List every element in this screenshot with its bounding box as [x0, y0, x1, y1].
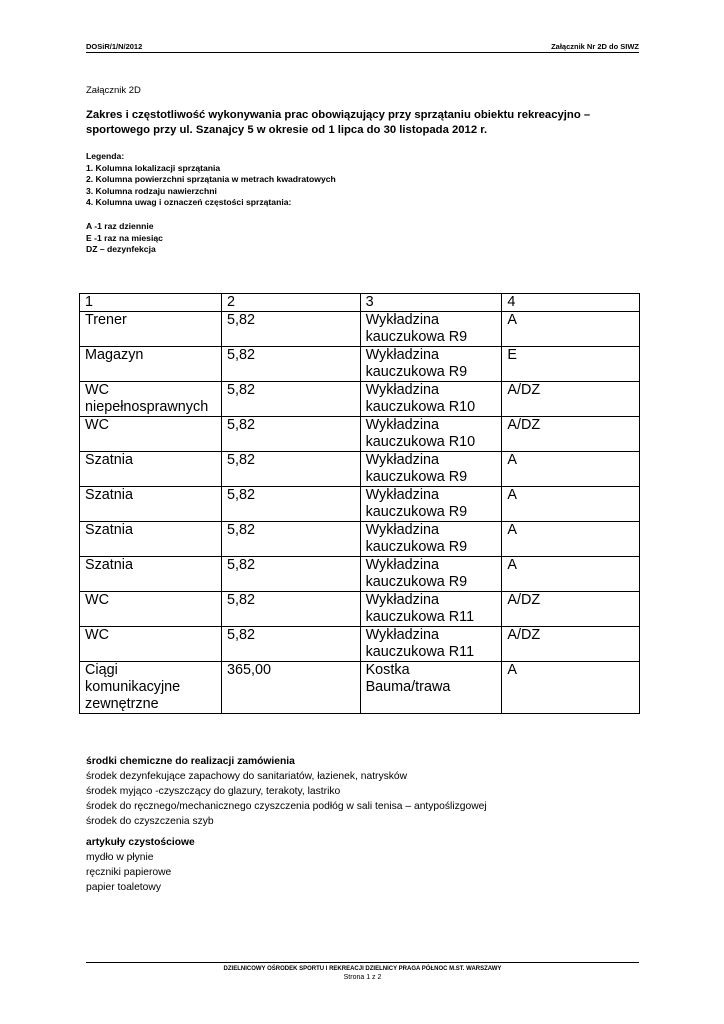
table-cell: Wykładzina kauczukowa R11	[360, 592, 502, 627]
frequency-code: A -1 raz dziennie	[86, 221, 154, 231]
table-cell: Szatnia	[80, 487, 222, 522]
table-cell: A	[502, 487, 640, 522]
chemical-item: środek do ręcznego/mechanicznego czyszczenia podłóg w sali tenisa – antypoślizgowej	[86, 801, 487, 812]
table-cell: A/DZ	[502, 382, 640, 417]
table-cell: A	[502, 662, 640, 714]
table-cell: WC	[80, 627, 222, 662]
supply-item: mydło w płynie	[86, 852, 154, 863]
table-cell: 365,00	[221, 662, 360, 714]
page-footer	[86, 962, 639, 981]
table-cell: WC niepełnosprawnych	[80, 382, 222, 417]
legend-item: 4. Kolumna uwag i oznaczeń częstości sprzątania:	[86, 197, 292, 208]
table-cell: Wykładzina kauczukowa R11	[360, 627, 502, 662]
legend-item: 3. Kolumna rodzaju nawierzchni	[86, 185, 217, 196]
table-row	[80, 347, 640, 382]
frequency-code: E -1 raz na miesiąc	[86, 232, 163, 243]
legend-item: 1. Kolumna lokalizacji sprzątania	[86, 162, 221, 173]
column-header: 2	[221, 294, 360, 312]
table-row	[80, 592, 640, 627]
table-cell: Wykładzina kauczukowa R10	[360, 382, 502, 417]
frequency-codes	[86, 221, 163, 256]
legend	[86, 151, 336, 209]
table-cell: 5,82	[221, 417, 360, 452]
chemicals-heading: środki chemiczne do realizacji zamówienia	[86, 756, 295, 767]
institution-name: DZIELNICOWY OŚRODEK SPORTU I REKREACJI DZIELNICY PRAGA PÓŁNOC M.ST. WARSZAWY	[223, 966, 502, 972]
supply-item: papier toaletowy	[86, 882, 161, 893]
table-cell: A/DZ	[502, 627, 640, 662]
table-cell: Wykładzina kauczukowa R10	[360, 417, 502, 452]
table-cell: Wykładzina kauczukowa R9	[360, 522, 502, 557]
table-cell: A	[502, 557, 640, 592]
table-cell: A	[502, 452, 640, 487]
table-cell: Ciągi komunikacyjne zewnętrzne	[80, 662, 222, 714]
table-row	[80, 452, 640, 487]
table-cell: 5,82	[221, 557, 360, 592]
table-row	[80, 382, 640, 417]
table-cell: WC	[80, 592, 222, 627]
table-cell: 5,82	[221, 487, 360, 522]
chemical-item: środek do czyszczenia szyb	[86, 816, 214, 827]
table-cell: Wykładzina kauczukowa R9	[360, 557, 502, 592]
table-header-row	[80, 294, 640, 312]
table-cell: Kostka Bauma/trawa	[360, 662, 502, 714]
table-cell: Szatnia	[80, 452, 222, 487]
table-cell: 5,82	[221, 382, 360, 417]
column-header: 1	[80, 294, 222, 312]
cleaning-schedule-table	[79, 293, 640, 714]
chemical-item: środek dezynfekujące zapachowy do sanitariatów, łazienek, natrysków	[86, 771, 408, 782]
table-cell: 5,82	[221, 347, 360, 382]
table-row	[80, 487, 640, 522]
table-cell: 5,82	[221, 522, 360, 557]
table-row	[80, 312, 640, 347]
document-title: Zakres i częstotliwość wykonywania prac obowiązujący przy sprzątaniu obiektu rekreacyjno – sportowego przy ul. Szanajcy 5 w okresie od 1 lipca do 30 listopada 2012 r.	[86, 109, 591, 136]
table-cell: A/DZ	[502, 417, 640, 452]
table-cell: A	[502, 312, 640, 347]
table-cell: Szatnia	[80, 557, 222, 592]
table-cell: Wykładzina kauczukowa R9	[360, 347, 502, 382]
table-cell: 5,82	[221, 592, 360, 627]
supplies-heading: artykuły czystościowe	[86, 837, 195, 848]
table-cell: 5,82	[221, 627, 360, 662]
page-number: Strona 1 z 2	[343, 974, 382, 981]
table-cell: A	[502, 522, 640, 557]
legend-heading: Legenda:	[86, 151, 125, 161]
frequency-code: DZ – dezynfekcja	[86, 244, 156, 255]
table-cell: E	[502, 347, 640, 382]
table-row	[80, 557, 640, 592]
table-cell: 5,82	[221, 312, 360, 347]
page-header	[86, 41, 639, 53]
table-cell: Szatnia	[80, 522, 222, 557]
table-cell: Wykładzina kauczukowa R9	[360, 312, 502, 347]
table-cell: WC	[80, 417, 222, 452]
column-header: 3	[360, 294, 502, 312]
supply-item: ręczniki papierowe	[86, 867, 172, 878]
chemical-item: środek myjąco -czyszczący do glazury, terakoty, lastriko	[86, 786, 341, 797]
table-cell: Trener	[80, 312, 222, 347]
table-cell: Wykładzina kauczukowa R9	[360, 487, 502, 522]
annex-label: Załącznik 2D	[86, 85, 141, 96]
attachment-reference: Załącznik Nr 2D do SIWZ	[551, 42, 639, 51]
table-cell: Wykładzina kauczukowa R9	[360, 452, 502, 487]
document-reference: DOSiR/1/N/2012	[86, 42, 143, 51]
table-cell: A/DZ	[502, 592, 640, 627]
legend-item: 2. Kolumna powierzchni sprzątania w metrach kwadratowych	[86, 174, 336, 185]
table-row	[80, 417, 640, 452]
table-row	[80, 627, 640, 662]
chemicals-section	[86, 754, 487, 829]
table-cell: Magazyn	[80, 347, 222, 382]
table-row	[80, 522, 640, 557]
table-cell: 5,82	[221, 452, 360, 487]
supplies-section	[86, 835, 195, 895]
table-row	[80, 662, 640, 714]
column-header: 4	[502, 294, 640, 312]
